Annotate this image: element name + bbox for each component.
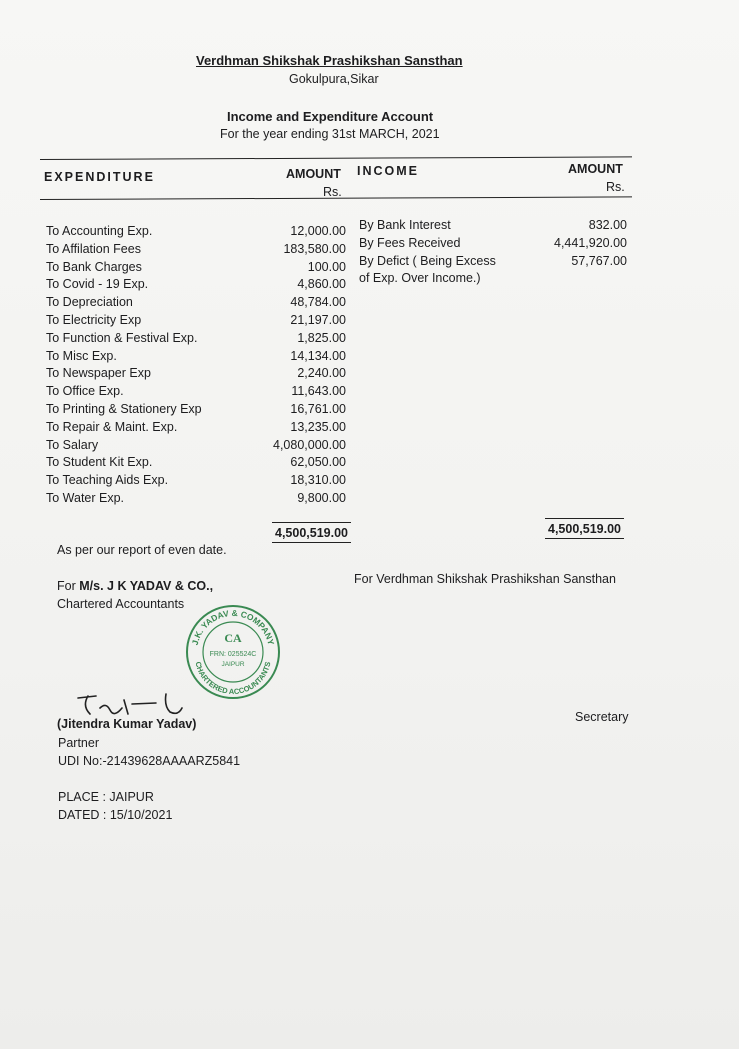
expenditure-amount: 9,800.00 bbox=[297, 490, 346, 505]
stamp-text-bottom: CHARTERED ACCOUNTANTS bbox=[193, 660, 273, 697]
expenditure-amount: 100.00 bbox=[307, 259, 346, 274]
amount-header-left: AMOUNT bbox=[286, 167, 341, 181]
income-total: 4,500,519.00 bbox=[545, 518, 624, 539]
report-note: As per our report of even date. bbox=[57, 543, 227, 557]
expenditure-label: To Newspaper Exp bbox=[46, 366, 151, 381]
list-item bbox=[46, 438, 346, 456]
income-label: By Fees Received bbox=[359, 235, 461, 250]
expenditure-header: EXPENDITURE bbox=[44, 170, 155, 184]
stamp-center: CA bbox=[224, 631, 242, 645]
amount-header-right: AMOUNT bbox=[568, 162, 623, 176]
expenditure-amount: 16,761.00 bbox=[290, 401, 346, 416]
expenditure-label: To Misc Exp. bbox=[46, 348, 117, 363]
income-header: INCOME bbox=[357, 164, 419, 178]
expenditure-amount: 62,050.00 bbox=[290, 455, 346, 470]
list-item bbox=[46, 402, 346, 420]
table-top-rule bbox=[40, 156, 632, 160]
expenditure-amount: 183,580.00 bbox=[283, 241, 346, 256]
expenditure-label: To Printing & Stationery Exp bbox=[46, 401, 202, 416]
expenditure-amount: 12,000.00 bbox=[290, 224, 346, 238]
expenditure-label: To Electricity Exp bbox=[46, 312, 142, 327]
list-item bbox=[359, 254, 627, 272]
stamp-city: JAIPUR bbox=[221, 661, 245, 668]
list-item bbox=[46, 349, 346, 367]
table-header-rule bbox=[40, 196, 632, 200]
list-item bbox=[46, 473, 346, 491]
list-item bbox=[359, 271, 627, 289]
currency-label-right: Rs. bbox=[606, 180, 625, 194]
expenditure-amount: 13,235.00 bbox=[290, 419, 346, 434]
list-item bbox=[46, 366, 346, 384]
list-item bbox=[46, 295, 346, 313]
expenditure-label: To Office Exp. bbox=[46, 384, 124, 399]
ca-seal-stamp bbox=[183, 604, 283, 700]
expenditure-amount: 14,134.00 bbox=[290, 348, 346, 363]
handwritten-signature bbox=[66, 690, 186, 720]
statement-period: For the year ending 31st MARCH, 2021 bbox=[220, 127, 440, 141]
auditor-title: Chartered Accountants bbox=[57, 597, 185, 611]
expenditure-amount: 48,784.00 bbox=[290, 295, 346, 310]
organization-sign-line: For Verdhman Shikshak Prashikshan Sansthan bbox=[354, 572, 616, 586]
expenditure-label: To Covid - 19 Exp. bbox=[46, 277, 149, 292]
expenditure-label: To Affilation Fees bbox=[46, 241, 141, 256]
list-item bbox=[46, 260, 346, 278]
list-item bbox=[46, 331, 346, 349]
stamp-frn: FRN: 025524C bbox=[209, 651, 257, 658]
expenditure-total: 4,500,519.00 bbox=[272, 522, 351, 543]
auditor-prefix: For bbox=[57, 579, 80, 593]
list-item bbox=[46, 420, 346, 438]
list-item bbox=[359, 236, 627, 254]
list-item bbox=[46, 277, 346, 295]
income-label: By Bank Interest bbox=[359, 218, 451, 232]
income-amount: 57,767.00 bbox=[571, 253, 627, 268]
income-label: By Defict ( Being Excess bbox=[359, 253, 496, 268]
expenditure-label: To Accounting Exp. bbox=[46, 224, 153, 238]
income-label: of Exp. Over Income.) bbox=[359, 271, 481, 286]
auditor-firm-line bbox=[57, 579, 213, 593]
auditor-firm: M/s. J K YADAV & CO., bbox=[79, 579, 214, 593]
expenditure-amount: 18,310.00 bbox=[290, 473, 346, 488]
expenditure-amount: 2,240.00 bbox=[297, 366, 346, 381]
signatory-name: (Jitendra Kumar Yadav) bbox=[57, 717, 197, 731]
dated-line: DATED : 15/10/2021 bbox=[58, 808, 173, 822]
income-amount: 832.00 bbox=[588, 218, 627, 232]
expenditure-amount: 11,643.00 bbox=[291, 384, 346, 399]
expenditure-amount: 21,197.00 bbox=[290, 312, 346, 327]
list-item bbox=[46, 242, 346, 260]
currency-label-left: Rs. bbox=[323, 185, 342, 199]
list-item bbox=[46, 491, 346, 509]
expenditure-label: To Function & Festival Exp. bbox=[46, 330, 198, 345]
list-item bbox=[359, 218, 627, 236]
list-item bbox=[46, 455, 346, 473]
stamp-text-top: J.K. YADAV & COMPANY bbox=[189, 607, 277, 647]
income-amount: 4,441,920.00 bbox=[554, 235, 627, 250]
place-line: PLACE : JAIPUR bbox=[58, 790, 154, 804]
statement-title: Income and Expenditure Account bbox=[227, 109, 434, 124]
expenditure-amount: 1,825.00 bbox=[297, 330, 346, 345]
expenditure-list bbox=[46, 224, 346, 509]
expenditure-label: To Salary bbox=[46, 437, 99, 452]
expenditure-label: To Depreciation bbox=[46, 295, 133, 310]
expenditure-label: To Repair & Maint. Exp. bbox=[46, 419, 178, 434]
list-item bbox=[46, 224, 346, 242]
expenditure-label: To Bank Charges bbox=[46, 259, 142, 274]
expenditure-amount: 4,080,000.00 bbox=[273, 437, 346, 452]
list-item bbox=[46, 313, 346, 331]
expenditure-amount: 4,860.00 bbox=[297, 277, 346, 292]
organization-location: Gokulpura,Sikar bbox=[289, 72, 379, 86]
signatory-role: Partner bbox=[58, 736, 99, 750]
secretary-label: Secretary bbox=[575, 710, 629, 724]
expenditure-label: To Student Kit Exp. bbox=[46, 455, 153, 470]
expenditure-label: To Water Exp. bbox=[46, 490, 125, 505]
expenditure-label: To Teaching Aids Exp. bbox=[46, 473, 169, 488]
list-item bbox=[46, 384, 346, 402]
organization-name: Verdhman Shikshak Prashikshan Sansthan bbox=[196, 53, 463, 68]
income-list bbox=[359, 218, 627, 289]
udin-number: UDI No:-21439628AAAARZ5841 bbox=[58, 754, 241, 768]
